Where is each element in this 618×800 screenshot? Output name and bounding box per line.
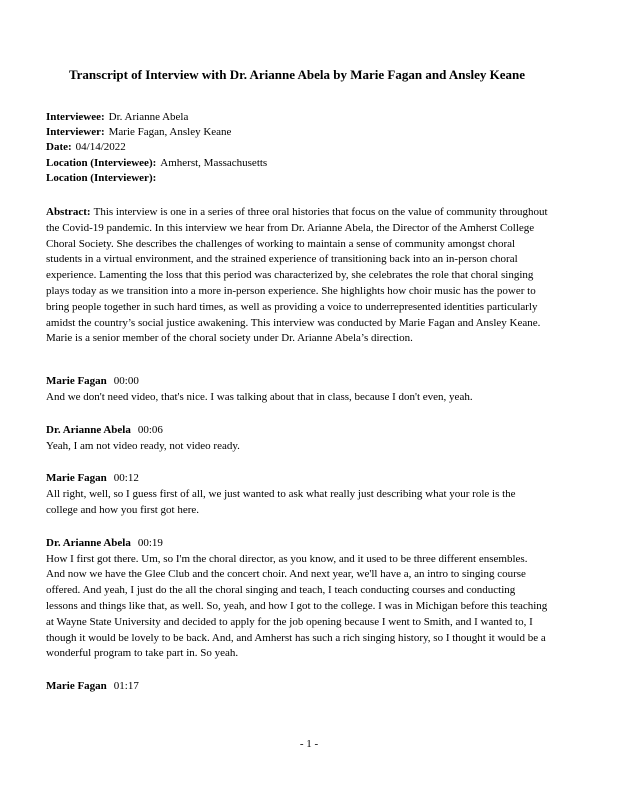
abstract-paragraph xyxy=(46,205,548,347)
speaker-name: Marie Fagan xyxy=(46,472,107,485)
metadata-row-date xyxy=(46,140,548,155)
transcript-entry xyxy=(46,471,548,518)
metadata-row-interviewee xyxy=(46,110,548,125)
abstract-text: This interview is one in a series of three oral histories that focus on the value of community throughout the Covid-19 pandemic. In this interview we hear from Dr. Arianne Abela, the Director of the Amherst College Choral Society. She describes the challenges of working to maintain a sense of community amongst choral students in a virtual environment, and the strained experience of transitioning back into an in-person choral experience. Lamenting the loss that this period was characterized by, she celebrates the role that choral singing plays today as we transition into a more in-person experience. She highlights how choir music has the power to bring people together in such hard times, as well as providing a voice to underrepresented identities particularly amidst the country’s social justice awakening. This interview was conducted by Marie Fagan and Ansley Keane. Marie is a senior member of the choral society under Dr. Arianne Abela’s direction. xyxy=(46,206,548,345)
page-number: - 1 - xyxy=(299,738,319,750)
metadata-row-location-interviewee xyxy=(46,156,548,171)
metadata-label-interviewee: Interviewee: xyxy=(46,111,105,123)
transcript-entry xyxy=(46,374,548,406)
transcript-entry xyxy=(46,536,548,662)
speech-text: Yeah, I am not video ready, not video ready. xyxy=(46,439,240,452)
metadata-label-interviewer: Interviewer: xyxy=(46,126,105,139)
metadata-label-date: Date: xyxy=(46,141,72,154)
speech-text: How I first got there. Um, so I'm the choral director, as you know, and it used to be three different ensembles. And now we have the Glee Club and the concert choir. And next year, we'll have a, an intro to singing course offered. And yeah, I just do the all the choral singing and teach, I teach conducting courses and conducting lessons and things like that, as well. So, yeah, and how I got to the college. I was in Michigan before this teaching at Wayne State University and decided to apply for the job opening because I went to Smith, and I wanted to, I though it would be lovely to be back. And, and Amherst has such a rich singing history, so I thought it would be a wonderful program to take part in. So yeah. xyxy=(46,552,548,660)
metadata-value-interviewer: Marie Fagan, Ansley Keane xyxy=(108,126,232,139)
metadata-label-location-interviewee: Location (Interviewee): xyxy=(46,156,157,169)
transcript-entry-heading xyxy=(46,471,548,487)
transcript-entry-heading xyxy=(46,374,548,390)
speech-text: And we don't need video, that's nice. I was talking about that in class, because I don't even, yeah. xyxy=(46,390,473,403)
speaker-timestamp: 01:17 xyxy=(113,680,139,693)
speaker-timestamp: 00:12 xyxy=(113,472,139,485)
transcript-entry xyxy=(46,679,548,695)
transcript-entry xyxy=(46,423,548,455)
speaker-timestamp: 00:00 xyxy=(113,375,139,388)
transcript-section xyxy=(46,374,548,695)
metadata-value-location-interviewee: Amherst, Massachusetts xyxy=(160,156,268,169)
metadata-block xyxy=(46,110,548,186)
metadata-row-location-interviewer xyxy=(46,171,548,186)
transcript-entry-heading xyxy=(46,679,548,695)
metadata-row-interviewer xyxy=(46,125,548,140)
metadata-label-location-interviewer: Location (Interviewer): xyxy=(46,171,157,184)
speaker-name: Marie Fagan xyxy=(46,680,107,693)
speaker-name: Dr. Arianne Abela xyxy=(46,536,131,549)
speaker-timestamp: 00:19 xyxy=(137,536,163,549)
document-title: Transcript of Interview with Dr. Arianne Abela by Marie Fagan and Ansley Keane xyxy=(68,67,526,82)
speaker-name: Dr. Arianne Abela xyxy=(46,423,131,436)
transcript-entry-heading xyxy=(46,536,548,552)
speech-text: All right, well, so I guess first of all, we just wanted to ask what really just describing what your role is the college and how you first got here. xyxy=(46,488,516,516)
abstract-label: Abstract: xyxy=(46,206,91,219)
metadata-value-interviewee: Dr. Arianne Abela xyxy=(108,111,189,123)
speaker-name: Marie Fagan xyxy=(46,375,107,388)
transcript-entry-heading xyxy=(46,423,548,439)
metadata-value-date: 04/14/2022 xyxy=(75,141,126,154)
speaker-timestamp: 00:06 xyxy=(137,423,163,436)
